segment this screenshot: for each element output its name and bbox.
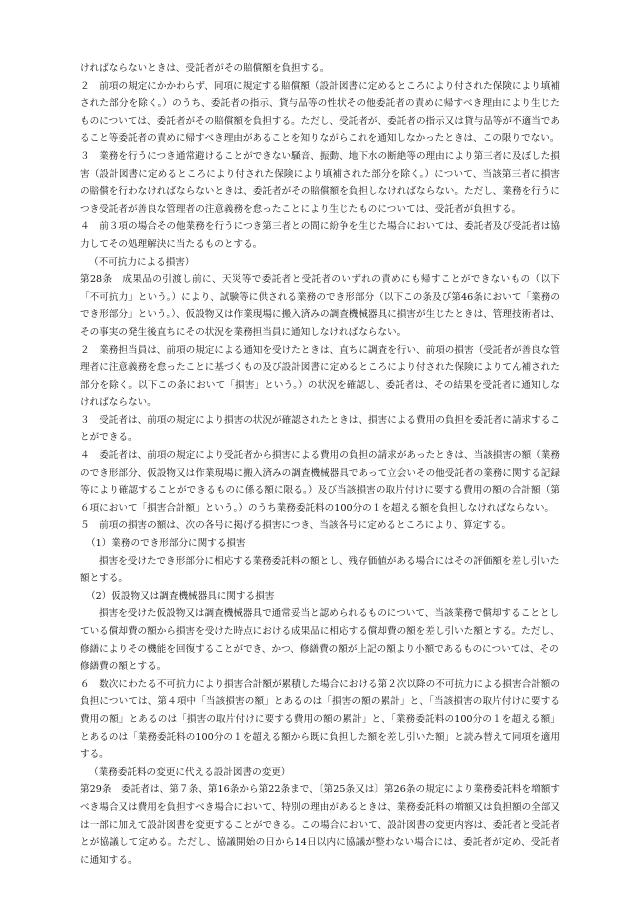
paragraph: ４ 前３項の場合その他業務を行うにつき第三者との間に紛争を生じた場合においては、委託者及び受託者は協力してその処理解決に当たるものとする。 (80, 221, 560, 250)
paragraph: ２ 前項の規定にかかわらず、同項に規定する賠償額（設計図書に定めるところにより付された保険により填補された部分を除く。）のうち、委託者の指示、貸与品等の性状その他委託者の責めに帰すべき理由により生じたものについては、委託者がその賠償額を負担する。ただし、受託者が、委託者の指示又は貸与品等が不適当であること等委託者の責めに帰すべき理由があることを知りながらこれを通知しなかったときは、この限りでない。 (80, 80, 560, 145)
article-paragraph: 第29条 委託者は、第７条、第16条から第22条まで、〔第25条又は〕第26条の規定により業務委託料を増額すべき場合又は費用を負担すべき場合において、特別の理由があるときは、業務委託料の増額又は負担額の全部又は一部に加えて設計図書を変更することができる。この場合において、設計図書の変更内容は、委託者と受託者とが協議して定める。ただし、協議開始の日から14日以内に協議が整わない場合には、委託者が定め、受託者に通知する。 (80, 784, 560, 866)
paragraph: ２ 業務担当員は、前項の規定による通知を受けたときは、直ちに調査を行い、前項の損害（受託者が善良な管理者に注意義務を怠ったことに基づくもの及び設計図書に定めるところにより付された保険によりてん補された部分を除く。以下この条において「損害」という。）の状況を確認し、委託者は、その結果を受託者に通知しなければならない。 (80, 344, 560, 409)
subitem-body: 損害を受けた仮設物又は調査機械器具で通常妥当と認められるものについて、当該業務で償却することとしている償却費の額から損害を受けた時点における成果品に相応する償却費の額を差し引いた額とする。ただし、修繕によりその機能を回復することができ、かつ、修繕費の額が上記の額より小額であるものについては、その修繕費の額とする。 (80, 608, 560, 673)
paragraph: ６ 数次にわたる不可抗力により損害合計額が累積した場合における第２次以降の不可抗力による損害合計額の負担については、第４項中「当該損害の額」とあるのは「損害の額の累計」と、「当該損害の取片付けに要する費用の額」とあるのは「損害の取片付けに要する費用の額の累計」と、「業務委託料の100分の１を超える額」とあるのは「業務委託料の100分の１を超える額から既に負担した額を差し引いた額」と読み替えて同項を適用する。 (80, 678, 560, 761)
subitem-heading: （2）仮設物又は調査機械器具に関する損害 (86, 590, 275, 602)
subitem-heading: （1）業務のでき形部分に関する損害 (86, 538, 246, 550)
section-heading: （業務委託料の変更に代える設計図書の変更） (89, 766, 291, 778)
paragraph: ３ 業務を行うにつき通常避けることができない騒音、振動、地下水の断絶等の理由により第三者に及ぼした損害（設計図書に定めるところにより付された保険により填補された部分を除く。）について、当該第三者に損害の賠償を行わなければならないときは、委託者がその賠償額を負担しなければならない。ただし、業務を行うにつき受託者が善良な管理者の注意義務を怠ったことにより生じたものについては、受託者が負担する。 (80, 150, 560, 215)
paragraph: ５ 前項の損害の額は、次の各号に掲げる損害につき、当該各号に定めるところにより、算定する。 (80, 520, 512, 532)
paragraph: ければならないときは、受託者がその賠償額を負担する。 (80, 63, 330, 74)
section-heading: （不可抗力による損害） (89, 256, 195, 268)
paragraph: ４ 委託者は、前項の規定により受託者から損害による費用の負担の請求があったときは、当該損害の額（業務のでき形部分、仮設物又は作業現場に搬入済みの調査機械器具であって立会いその他受託者の業務に関する記録等により確認することができるものに係る額に限る。）及び当該損害の取片付けに要する費用の額の合計額（第６項において「損害合計額」という。）のうち業務委託料の100分の１を超える額を負担しなければならない。 (80, 450, 560, 514)
article-paragraph: 第28条 成果品の引渡し前に、天災等で委託者と受託者のいずれの責めにも帰すことができないもの（以下「不可抗力」という。）により、試験等に供される業務のでき形部分（以下この条及び第46条において「業務のでき形部分」という。）、仮設物又は作業現場に搬入済みの調査機械器具に損害が生じたときは、管理技術者は、その事実の発生後直ちにその状況を業務担当員に通知しなければならない。 (80, 274, 560, 338)
document-body (80, 60, 560, 869)
paragraph: ３ 受託者は、前項の規定により損害の状況が確認されたときは、損害による費用の負担を委託者に請求することができる。 (80, 414, 560, 444)
subitem-body: 損害を受けたでき形部分に相応する業務委託料の額とし、残存価値がある場合にはその評価額を差し引いた額とする。 (80, 555, 560, 585)
